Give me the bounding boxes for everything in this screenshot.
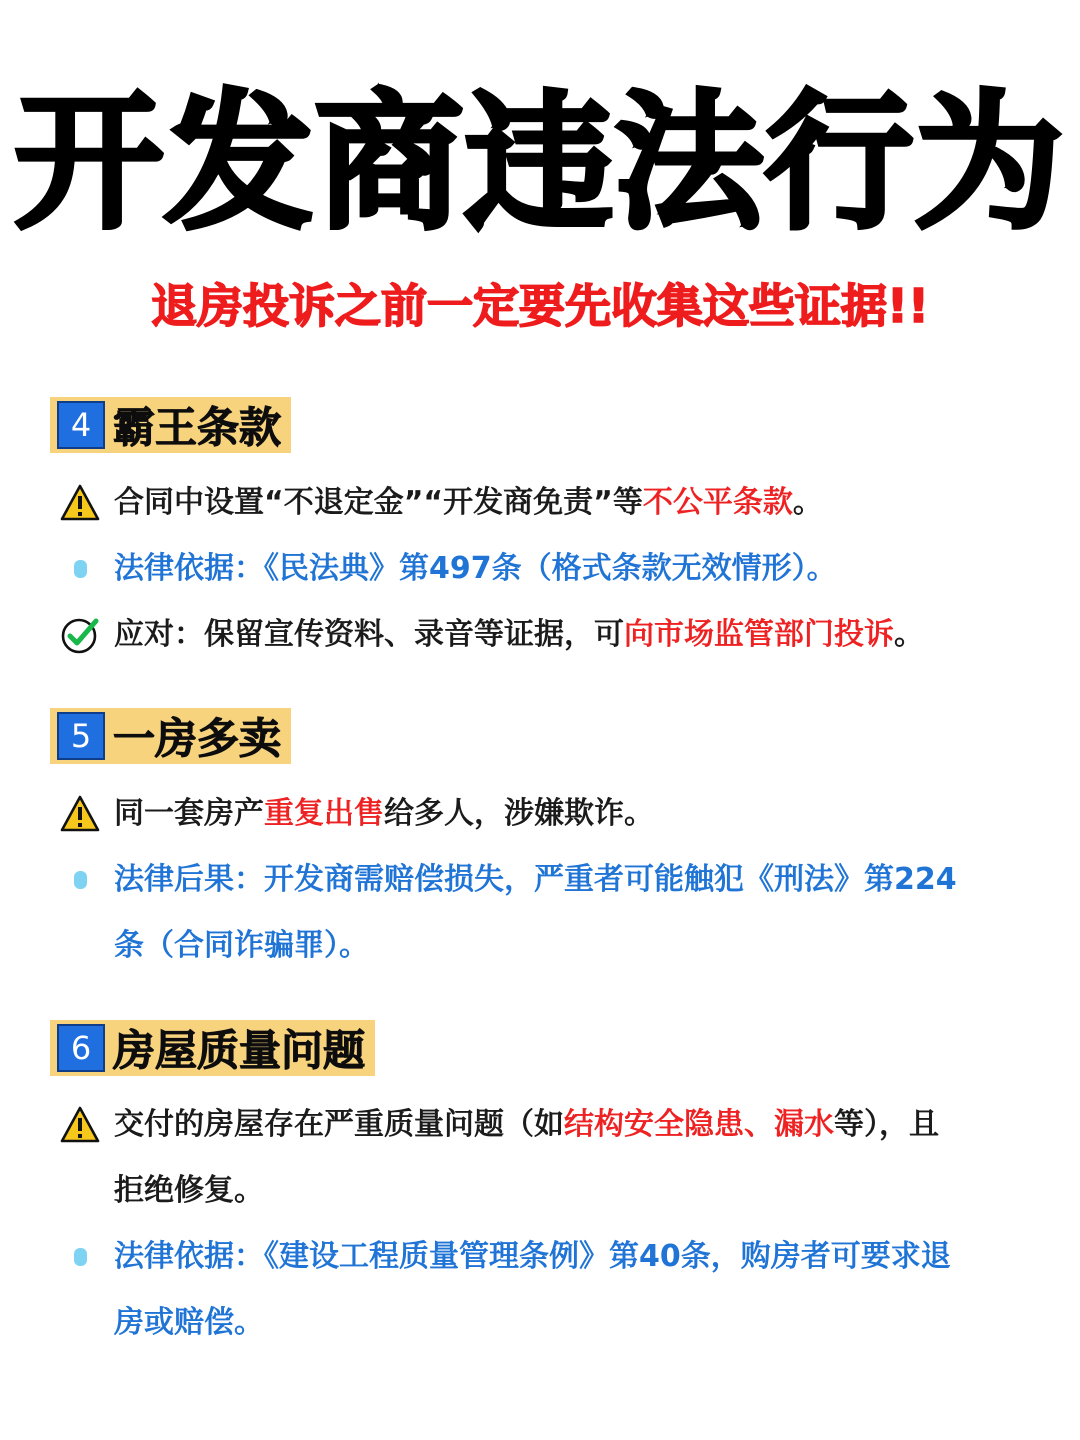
warning-icon	[60, 1105, 100, 1145]
section-header-5	[50, 708, 291, 764]
item-text: 同一套房产重复出售给多人，涉嫌欺诈。	[114, 796, 654, 831]
check-circle-icon	[60, 615, 100, 655]
section-number-badge: 4	[57, 401, 105, 449]
section-number-badge: 6	[57, 1024, 105, 1072]
item-text-line-1: 法律依据：《建设工程质量管理条例》第40条，购房者可要求退	[114, 1239, 951, 1274]
bullet-dot-icon	[60, 1237, 100, 1277]
item-text: 应对：保留宣传资料、录音等证据，可向市场监管部门投诉。	[114, 617, 924, 652]
page-title: 开发商违法行为	[15, 77, 1065, 249]
item-text: 合同中设置“不退定金”“开发商免责”等不公平条款。	[114, 485, 823, 520]
section-header-6	[50, 1020, 375, 1076]
section-title: 一房多卖	[113, 714, 282, 763]
list-item	[60, 1224, 1040, 1356]
item-text-line-1: 交付的房屋存在严重质量问题（如结构安全隐患、漏水等），且	[114, 1107, 939, 1142]
list-item	[60, 536, 1040, 602]
highlight-text: 结构安全隐患、漏水	[564, 1107, 834, 1142]
bullet-dot-icon	[60, 860, 100, 900]
warning-icon	[60, 794, 100, 834]
bullet-dot-icon	[60, 549, 100, 589]
section-title: 霸王条款	[113, 403, 282, 452]
item-text-line-1: 法律后果：开发商需赔偿损失，严重者可能触犯《刑法》第224	[114, 862, 957, 897]
section-header-4	[50, 397, 291, 453]
list-item	[60, 847, 1040, 979]
list-item	[60, 781, 1040, 847]
section-number-badge: 5	[57, 712, 105, 760]
section-title: 房屋质量问题	[113, 1026, 366, 1075]
highlight-text: 重复出售	[264, 796, 384, 831]
item-text-line-2: 房或赔偿。	[114, 1305, 264, 1340]
page-subtitle: 退房投诉之前一定要先收集这些证据!!	[151, 279, 929, 333]
list-item	[60, 602, 1040, 668]
warning-icon	[60, 483, 100, 523]
item-text-line-2: 拒绝修复。	[114, 1173, 264, 1208]
item-text: 法律依据：《民法典》第497条（格式条款无效情形）。	[114, 551, 837, 586]
item-text-line-2: 条（合同诈骗罪）。	[114, 928, 369, 963]
highlight-text: 向市场监管部门投诉	[624, 617, 894, 652]
highlight-text: 不公平条款	[642, 485, 793, 520]
list-item	[60, 1092, 1040, 1224]
list-item	[60, 470, 1040, 536]
